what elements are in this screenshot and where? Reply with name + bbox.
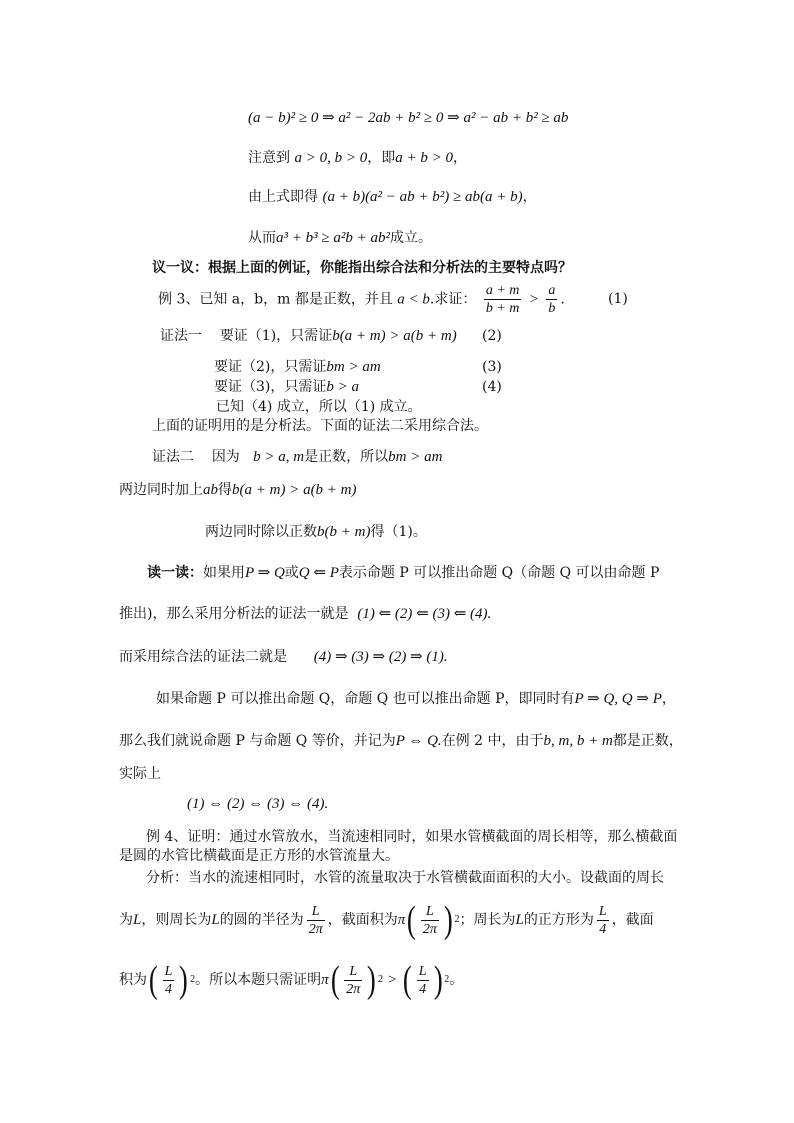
note-mid: ，即 <box>367 150 396 166</box>
equivalence-chain: (1) ⇔ (2) ⇔ (3) ⇔ (4). <box>187 796 329 812</box>
analysis-fraction-radius: $\frac{L}{2\pi}$ <box>308 903 323 937</box>
analysis-fraction-square-2: $\frac{L}{4}$ <box>418 963 427 997</box>
read-part-3: 推出)，那么采用分析法的证法一就是 <box>119 606 349 622</box>
equivalence-end-1: ， <box>661 691 676 707</box>
deduce-line <box>248 187 537 207</box>
add-formula: b(a + m) > a(b + m) <box>232 482 357 498</box>
analysis-square-2: 2 <box>190 974 196 985</box>
equivalence-part-3: 在例 2 中，由于 <box>441 733 544 749</box>
add-get: 得 <box>218 482 232 498</box>
deduce-prefix: 由上式即得 <box>248 189 318 205</box>
analysis-square-1: 2 <box>454 914 460 925</box>
method-note: 上面的证明用的是分析法。下面的证法二采用综合法。 <box>152 418 488 434</box>
divide-formula: b(b + m) <box>317 524 371 540</box>
analysis-line-2: 为 L ，则周长为 L 的圆的半径为 $\frac{L}{2\pi}$ ，截面积为 π ( $\frac{L}{2\pi}$ ) 2 ；周长为 L 的正方形为 $\frac{L}{4}$ ，截面 <box>119 899 654 941</box>
equivalence-part-4: 都是正数， <box>612 733 683 749</box>
example-4-line-2: 是圆的水管比横截面是正方形的水管流量大。 <box>119 848 399 864</box>
note-line <box>248 148 467 168</box>
analysis-line-3: 积为 ( $\frac{L}{4}$ ) 2 。所以本题只需证明 π ( $\frac{L}{2\pi}$ ) 2 > ( $\frac{L}{4}$ ) 2 。 <box>119 959 464 1001</box>
read-line-3 <box>119 647 448 667</box>
analysis-greater: > <box>386 972 398 988</box>
method-1-step-2-tag: (3) <box>482 359 502 375</box>
method-2-mid: 是正数，所以 <box>304 449 389 465</box>
method-2-condition: b > a, m <box>253 449 305 465</box>
analysis-area: ，截面积为 <box>327 912 398 928</box>
read-or: 或 <box>284 565 299 581</box>
note-result: a + b > 0 <box>395 150 453 166</box>
method-1-step-2-text: 要证（2)，只需证 <box>214 359 327 375</box>
conclude-prefix: 从而 <box>248 230 276 246</box>
discuss-line <box>152 258 572 278</box>
conclude-end: 成立。 <box>389 230 432 246</box>
analysis-square-3: 2 <box>377 974 383 985</box>
example-4-line-1: 例 4、证明：通过水管放水，当流速相同时，如果水管横截面的周长相等，那么横截面 <box>146 829 678 845</box>
read-formula-2: Q ⇐ P <box>298 565 339 581</box>
analysis-square-shape: 的正方形为 <box>523 912 594 928</box>
example-3-fraction-right: $\frac{a}{b}$ <box>548 283 556 316</box>
method-1-step-3-tag: (4) <box>482 379 502 395</box>
deduce-end: ， <box>522 189 537 205</box>
read-part-2: 表示命题 P 可以推出命题 Q（命题 Q 可以由命题 P <box>338 565 660 581</box>
divide-both-sides-line <box>205 522 427 542</box>
read-line-1 <box>147 563 659 583</box>
method-1-label: 证法一 <box>160 328 202 344</box>
equivalence-part-1: 如果命题 P 可以推出命题 Q，命题 Q 也可以推出命题 P，即同时有 <box>156 691 575 707</box>
add-text: 两边同时加上 <box>119 482 203 498</box>
example-3-line <box>158 282 565 317</box>
analysis-L-3: L <box>515 912 524 928</box>
example-3-prove: .求证： <box>429 291 477 308</box>
equivalence-line-1 <box>156 689 676 709</box>
add-both-sides-line <box>119 480 357 500</box>
note-end: ， <box>452 150 467 166</box>
method-2-line <box>152 447 442 467</box>
discuss-text: 根据上面的例证，你能指出综合法和分析法的主要特点吗？ <box>208 260 572 276</box>
method-1-step-1-text: 要证（1)，只需证 <box>219 328 333 344</box>
equivalence-line-3: 实际上 <box>119 766 161 782</box>
add-ab: ab <box>203 482 218 498</box>
analysis-perimeter: ，则周长为 <box>141 912 212 928</box>
analysis-line-1: 分析：当水的流速相同时，水管的流量取决于水管横截面面积的大小。设截面的周长 <box>146 870 664 886</box>
read-part-1: 如果用 <box>203 565 245 581</box>
example-3-condition: a < b <box>397 291 430 308</box>
note-condition: a > 0, b > 0 <box>294 150 368 166</box>
equivalence-formula-2: P ⇔ Q. <box>395 733 442 749</box>
read-formula-1: P ⇒ Q <box>245 565 285 581</box>
analysis-fraction-side: $\frac{L}{4}$ <box>598 903 607 937</box>
example-3-tag: (1) <box>608 291 628 307</box>
analysis-pi-1: π <box>397 912 406 928</box>
method-1-step-3 <box>214 377 359 397</box>
read-chain-1: (1) ⇐ (2) ⇐ (3) ⇐ (4). <box>357 606 492 622</box>
analysis-square-4: 2 <box>444 974 450 985</box>
method-1-step-2 <box>214 357 381 377</box>
divide-text: 两边同时除以正数 <box>205 524 317 540</box>
equivalence-formula-3: b, m, b + m <box>543 733 613 749</box>
method-1-step-3-formula: b > a <box>326 379 359 395</box>
example-3-text: 例 3、已知 a，b，m 都是正数，并且 <box>158 291 393 308</box>
discuss-label: 议一议： <box>152 260 208 276</box>
deduce-formula: (a + b)(a² − ab + b²) ≥ ab(a + b) <box>322 189 523 205</box>
read-line-2 <box>119 604 491 624</box>
method-1-step-3-text: 要证（3)，只需证 <box>214 379 327 395</box>
analysis-square-text: ；周长为 <box>459 912 516 928</box>
conclude-line <box>248 228 432 248</box>
method-1-step-1 <box>160 326 457 346</box>
method-1-step-1-formula: b(a + m) > a(b + m) <box>332 328 457 344</box>
method-1-step-1-tag: (2) <box>482 328 502 344</box>
analysis-only-prove: 。所以本题只需证明 <box>195 972 322 988</box>
example-3-period: . <box>560 291 565 308</box>
method-2-because: 因为 <box>211 449 240 465</box>
analysis-area-of: 积为 <box>119 972 147 988</box>
analysis-L-1: L <box>133 912 142 928</box>
method-2-label: 证法二 <box>152 449 194 465</box>
analysis-end: 。 <box>449 972 464 988</box>
read-label: 读一读： <box>147 565 203 581</box>
analysis-pi-2: π <box>321 972 329 988</box>
method-1-step-2-formula: bm > am <box>326 359 381 375</box>
example-3-greater: > <box>528 291 539 308</box>
conclude-formula: a³ + b³ ≥ a²b + ab² <box>276 230 390 246</box>
equivalence-formula-1: P ⇒ Q, Q ⇒ P <box>574 691 662 707</box>
method-2-result: bm > am <box>388 449 443 465</box>
method-1-step-4: 已知（4) 成立，所以（1) 成立。 <box>216 399 422 415</box>
read-part-4: 而采用综合法的证法二就是 <box>119 649 287 665</box>
example-3-fraction-left: $\frac{a + m}{b + m}$ <box>485 283 520 316</box>
equivalence-part-2: 那么我们就说命题 P 与命题 Q 等价，并记为 <box>119 733 396 749</box>
equation-line-1: (a − b)² ≥ 0 ⇒ a² − 2ab + b² ≥ 0 ⇒ a² − ab + b² ≥ ab <box>248 110 569 126</box>
equivalence-line-2 <box>119 731 683 751</box>
analysis-fraction-square-area: $\frac{L}{4}$ <box>164 963 173 997</box>
read-chain-2: (4) ⇒ (3) ⇒ (2) ⇒ (1). <box>313 649 448 665</box>
divide-get: 得（1)。 <box>370 524 427 540</box>
analysis-section: ，截面 <box>611 912 654 928</box>
note-prefix: 注意到 <box>248 150 290 166</box>
analysis-for: 为 <box>119 912 133 928</box>
analysis-radius: 的圆的半径为 <box>219 912 304 928</box>
analysis-fraction-circle: $\frac{L}{2\pi}$ <box>422 903 437 937</box>
analysis-L-2: L <box>211 912 220 928</box>
analysis-fraction-circle-2: $\frac{L}{2\pi}$ <box>346 963 361 997</box>
